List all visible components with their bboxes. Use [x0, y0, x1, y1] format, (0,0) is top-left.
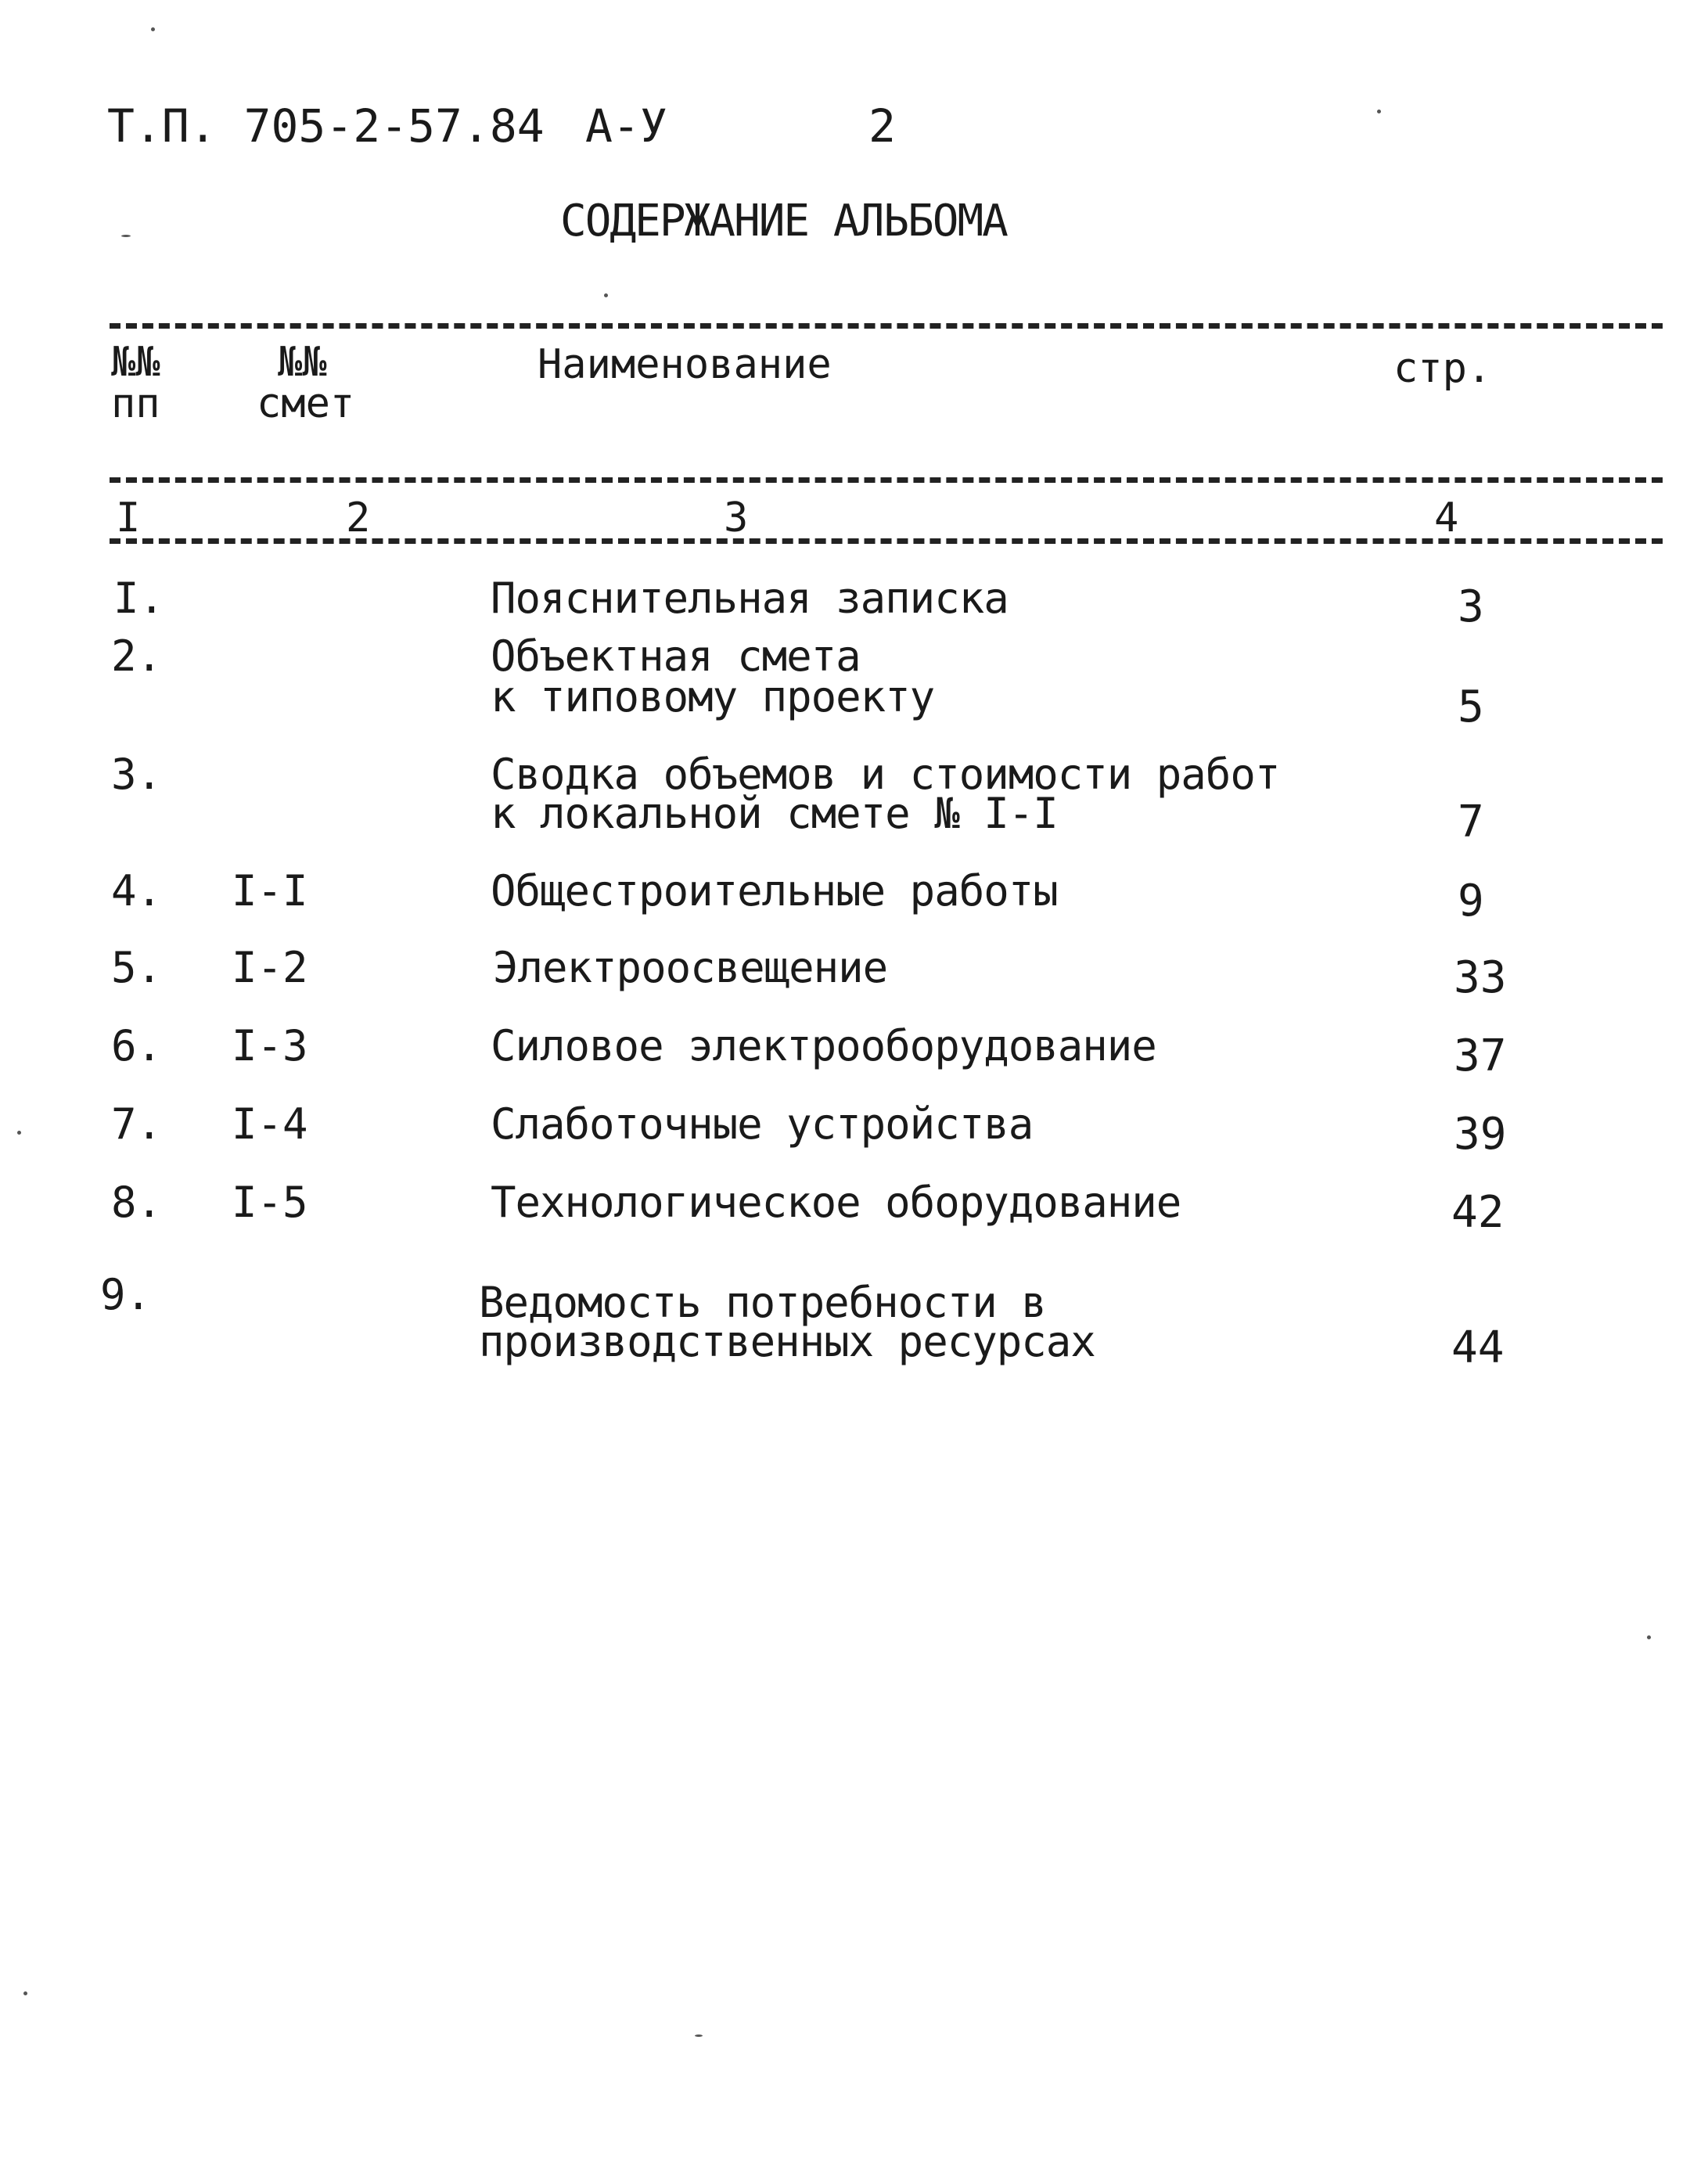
row-page: 33: [1454, 952, 1507, 1003]
document-code: Т.П. 705-2-57.84: [107, 99, 545, 153]
col1-header-line2: пп: [111, 380, 160, 427]
row-page: 37: [1454, 1031, 1507, 1081]
col-number-3: 3: [724, 495, 749, 541]
row-number: 4.: [111, 866, 163, 916]
table-top-rule: [110, 323, 1663, 329]
row-name-line1: Ведомость потребности в: [479, 1278, 1046, 1327]
series-code: А-У: [585, 99, 667, 153]
scan-speck: [695, 2034, 703, 2037]
row-name-line1: Силовое электрооборудование: [491, 1021, 1156, 1070]
row-name-line1: Пояснительная записка: [491, 574, 1009, 623]
scan-speck: [23, 1991, 27, 1995]
scan-speck: [1377, 110, 1381, 113]
row-number: 3.: [111, 750, 163, 799]
page-title: СОДЕРЖАНИЕ АЛЬБОМА: [560, 196, 1007, 246]
col-number-1: I: [116, 495, 141, 541]
row-number: 2.: [111, 631, 163, 681]
row-name-line2: производственных ресурсах: [479, 1317, 1095, 1366]
row-page: 39: [1454, 1109, 1507, 1160]
row-number: 5.: [111, 943, 163, 992]
row-number: 7.: [111, 1099, 163, 1149]
scan-speck: [604, 293, 608, 297]
scan-speck: [121, 235, 131, 237]
col-number-4: 4: [1434, 495, 1459, 541]
row-number: 6.: [111, 1021, 163, 1070]
page-number: 2: [868, 99, 896, 153]
col3-header: Наименование: [538, 341, 832, 388]
row-smeta: I-4: [232, 1099, 308, 1149]
col-number-2: 2: [346, 495, 371, 541]
row-number: 8.: [111, 1178, 163, 1227]
row-name-line1: Общестроительные работы: [491, 866, 1058, 916]
col2-header-line2: смет: [257, 380, 355, 427]
scan-speck: [151, 27, 155, 31]
row-smeta: I-3: [232, 1021, 308, 1070]
row-page: 42: [1451, 1187, 1505, 1238]
scan-speck: [1647, 1635, 1651, 1639]
column-number-rule: [110, 538, 1663, 544]
row-smeta: I-5: [232, 1178, 308, 1227]
row-name-line1: Сводка объемов и стоимости работ: [491, 750, 1280, 799]
row-page: 3: [1458, 581, 1484, 632]
col4-header: стр.: [1393, 345, 1492, 392]
row-name-line1: Технологическое оборудование: [491, 1178, 1181, 1227]
row-name-line1: Электроосвещение: [493, 943, 888, 992]
row-name-line2: к локальной смете № I-I: [491, 789, 1058, 838]
col1-header-line1: №№: [111, 339, 160, 386]
row-name-line2: к типовому проекту: [491, 672, 935, 721]
row-number: I.: [113, 574, 165, 623]
scan-speck: [17, 1131, 21, 1135]
row-page: 7: [1458, 797, 1484, 847]
row-name-line1: Слаботочные устройства: [491, 1099, 1034, 1149]
row-number: 9.: [100, 1270, 152, 1319]
row-page: 44: [1451, 1322, 1505, 1373]
row-page: 9: [1458, 876, 1484, 926]
row-smeta: I-I: [232, 866, 308, 916]
header-bottom-rule: [110, 477, 1663, 483]
row-name-line1: Объектная смета: [491, 631, 861, 681]
row-page: 5: [1458, 682, 1484, 732]
col2-header-line1: №№: [278, 339, 327, 386]
row-smeta: I-2: [232, 943, 308, 992]
